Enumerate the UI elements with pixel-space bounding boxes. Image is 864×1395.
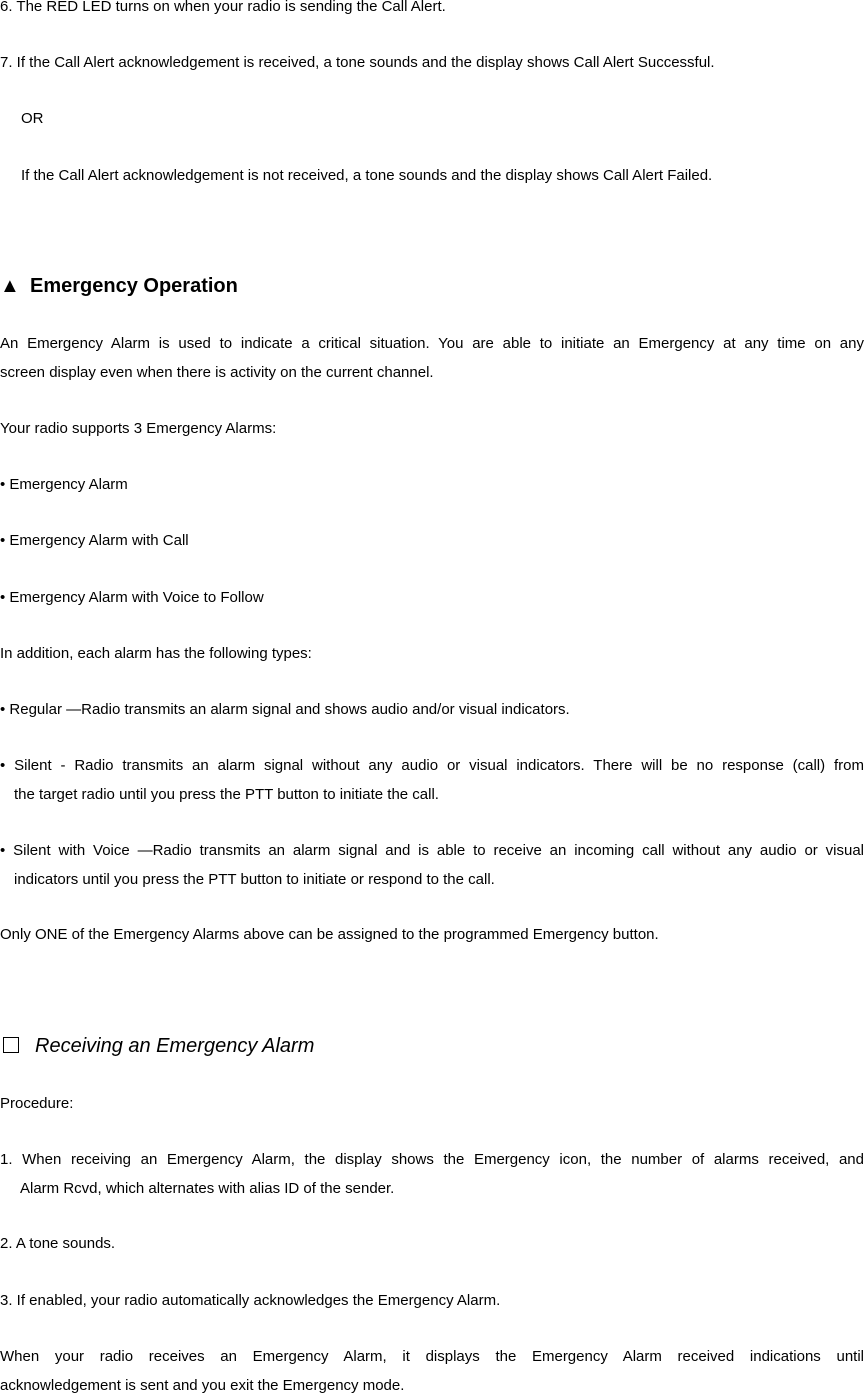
closing-line-2: acknowledgement is sent and you exit the Emergency mode. [0, 1377, 405, 1394]
intro-paragraph-line-1: An Emergency Alarm is used to indicate a critical situation. You are able to initiate an Emergency at any time on any [0, 335, 864, 352]
step-7-text: 7. If the Call Alert acknowledgement is received, a tone sounds and the display shows Call Alert Successful. [0, 54, 715, 71]
list-item: • Emergency Alarm with Voice to Follow [0, 589, 264, 606]
type-regular-text: • Regular —Radio transmits an alarm signal and shows audio and/or visual indicators. [0, 701, 570, 718]
receiving-step-3: 3. If enabled, your radio automatically acknowledges the Emergency Alarm. [0, 1292, 501, 1309]
type-voice-line-1: • Silent with Voice —Radio transmits an alarm signal and is able to receive an incoming call without any audio or visual [0, 842, 864, 859]
receiving-step-1-line-2: Alarm Rcvd, which alternates with alias ID of the sender. [20, 1180, 395, 1197]
receiving-step-1-line-1: 1. When receiving an Emergency Alarm, the display shows the Emergency icon, the number of alarms received, and [0, 1151, 864, 1168]
type-voice-line-2: indicators until you press the PTT button to initiate or respond to the call. [14, 871, 495, 888]
types-intro-text: In addition, each alarm has the following types: [0, 645, 312, 662]
triangle-icon: ▲ [0, 275, 20, 297]
checkbox-icon [3, 1037, 19, 1053]
type-silent-line-1: • Silent - Radio transmits an alarm signal without any audio or visual indicators. There will be no response (call) from [0, 757, 864, 774]
list-item: • Emergency Alarm [0, 476, 128, 493]
step-7-alt-text: If the Call Alert acknowledgement is not received, a tone sounds and the display shows Call Alert Failed. [21, 167, 713, 184]
or-text: OR [21, 110, 44, 127]
step-6-text: 6. The RED LED turns on when your radio is sending the Call Alert. [0, 0, 446, 15]
procedure-label: Procedure: [0, 1095, 74, 1112]
list-item: • Emergency Alarm with Call [0, 532, 189, 549]
receiving-step-2: 2. A tone sounds. [0, 1235, 116, 1252]
closing-line-1: When your radio receives an Emergency Alarm, it displays the Emergency Alarm received indications until [0, 1348, 864, 1365]
type-silent-line-2: the target radio until you press the PTT button to initiate the call. [14, 786, 439, 803]
only-one-text: Only ONE of the Emergency Alarms above can be assigned to the programmed Emergency button. [0, 926, 659, 943]
receiving-title: Receiving an Emergency Alarm [35, 1035, 315, 1057]
receiving-heading [0, 1034, 314, 1058]
emergency-operation-title: Emergency Operation [30, 275, 238, 297]
intro-paragraph-line-2: screen display even when there is activity on the current channel. [0, 364, 434, 381]
emergency-operation-heading [0, 274, 238, 298]
supports-text: Your radio supports 3 Emergency Alarms: [0, 420, 277, 437]
